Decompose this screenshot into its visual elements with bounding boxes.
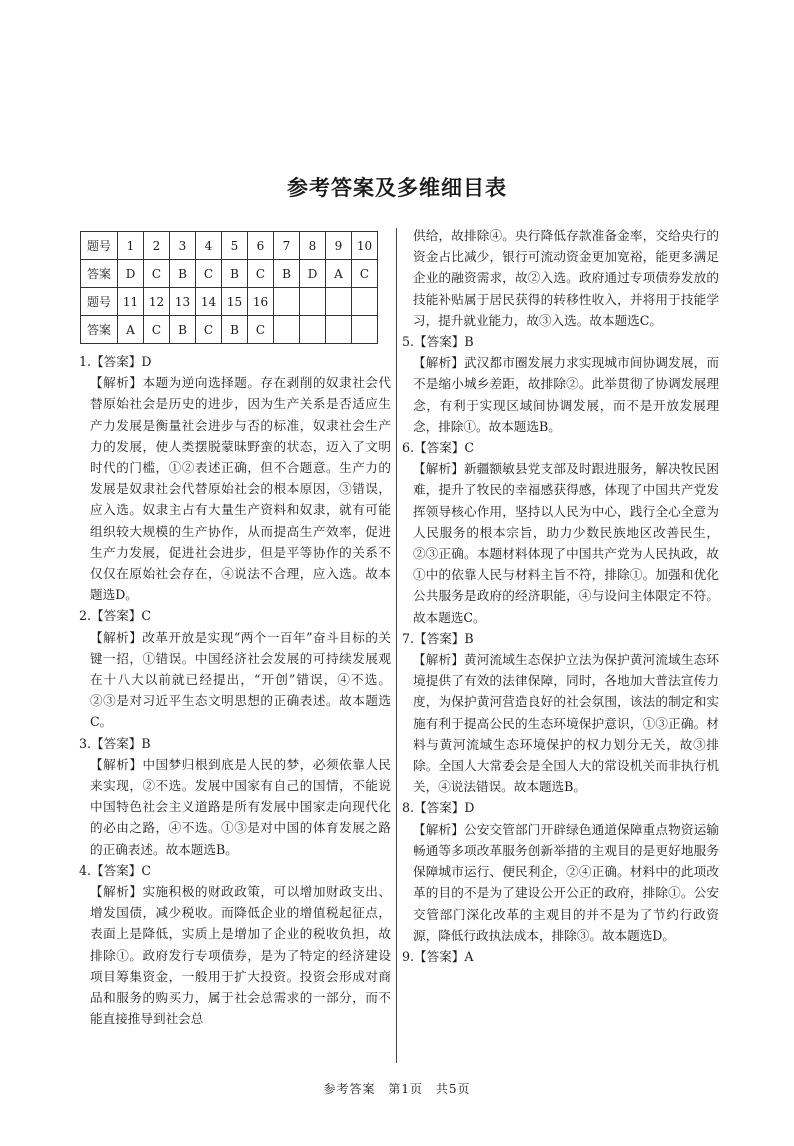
table-cell: A [326, 260, 352, 288]
table-cell: D [118, 260, 144, 288]
column-divider [396, 228, 397, 1063]
answer-heading: 5.【答案】B [402, 334, 474, 350]
answer-heading: 7.【答案】B [402, 630, 474, 646]
answer-explanation: 【解析】武汉都市圈发展力求实现城市间协调发展，而不是缩小城乡差距，故排除②。此举贯彻了协调发展理念，有利于实现区域间协调发展，而不是开放发展理念，排除①。故本题选B。 [413, 355, 719, 434]
table-row [81, 260, 378, 288]
answer-explanation: 【解析】实施积极的财政政策，可以增加财政支出、增发国债，减少税收。而降低企业的增值税起征点，表面上是降低，实质上是增加了企业的税收负担，故排除①。政府发行专项债券，是为了特定的经济建设项目筹集资金，一般用于扩大投资。投资会形成对商品和服务的购买力，属于社会总需求的一部分，而不能直接推导到社会总 [90, 884, 391, 1027]
table-cell: 题号 [81, 288, 118, 316]
answer-heading: 4.【答案】C [79, 862, 152, 878]
table-cell: C [352, 260, 378, 288]
table-cell: 15 [222, 288, 248, 316]
table-cell: B [222, 316, 248, 344]
table-cell: 8 [300, 232, 326, 260]
answer-explanation: 【解析】改革开放是实现“两个一百年”奋斗目标的关键一招，①错误。中国经济社会发展的可持续发展观在十八大以前就已经提出，“开创”错误，④不选。②③是对习近平生态文明思想的正确表述。故本题选C。 [90, 629, 391, 730]
table-cell [274, 316, 300, 344]
answer-explanation: 【解析】新疆额敏县党支部及时跟进服务，解决牧民困难，提升了牧民的幸福感获得感，体现了中国共产党发挥领导核心作用，坚持以人民为中心，践行全心全意为人民服务的根本宗旨，助力少数民族地区改善民生，②③正确。本题材料体现了中国共产党为人民执政，故①中的依靠人民与材料主旨不符，排除①。加强和优化公共服务是政府的经济职能，④与设问主体限定不符。故本题选C。 [413, 461, 719, 625]
table-cell: 4 [196, 232, 222, 260]
footer-total: 共5页 [435, 1082, 471, 1096]
table-cell: C [196, 316, 222, 344]
table-cell: 12 [144, 288, 170, 316]
table-cell [300, 316, 326, 344]
table-cell: 3 [170, 232, 196, 260]
table-cell: C [248, 260, 274, 288]
table-cell: C [144, 316, 170, 344]
table-cell: 1 [118, 232, 144, 260]
table-cell: 16 [248, 288, 274, 316]
table-cell: B [274, 260, 300, 288]
table-cell [300, 288, 326, 316]
table-cell: B [170, 316, 196, 344]
table-cell: 2 [144, 232, 170, 260]
table-cell [352, 288, 378, 316]
left-column [79, 351, 391, 1030]
table-cell [352, 316, 378, 344]
answer-heading: 8.【答案】D [402, 800, 475, 816]
footer-page: 第1页 [388, 1082, 423, 1096]
table-cell: 13 [170, 288, 196, 316]
table-cell [326, 316, 352, 344]
answer-heading: 1.【答案】D [79, 354, 152, 369]
answer-explanation: 【解析】公安交管部门开辟绿色通道保障重点物资运输畅通等多项改革服务创新举措的主观目的是更好地服务保障城市运行、便民利企，②④正确。材料中的此项改革的目的不是为了建设公开公正的政府，排除①。公安交管部门深化改革的主观目的并不是为了节约行政资源，降低行政执法成本，排除③。故本题选D。 [413, 821, 719, 943]
table-row [81, 288, 378, 316]
answer-heading: 2.【答案】C [79, 608, 152, 624]
answer-table [80, 231, 378, 344]
table-cell: 6 [248, 232, 274, 260]
table-cell: A [118, 316, 144, 344]
answer-explanation: 【解析】本题为逆向选择题。存在剥削的奴隶社会代替原始社会是历史的进步，因为生产关系是否适应生产力发展是衡量社会进步与否的标准，奴隶社会生产力的发展，使人类摆脱蒙昧野蛮的状态，迈入了文明时代的门槛，①②表述正确，但不合题意。生产力的发展是奴隶社会代替原始社会的根本原因，③错误，应入选。奴隶主占有大量生产资料和奴隶，就有可能组织较大规模的生产协作，从而提高生产效率，促进生产力发展，促进社会进步，但是平等协作的关系不仅仅在原始社会存在，④说法不合理，应入选。故本题选D。 [90, 375, 391, 603]
footer-label: 参考答案 [323, 1082, 376, 1096]
table-cell: 题号 [81, 232, 118, 260]
table-cell: 5 [222, 232, 248, 260]
table-cell: 14 [196, 288, 222, 316]
answer-heading: 3.【答案】B [79, 735, 151, 751]
table-cell [274, 288, 300, 316]
answer-explanation: 【解析】中国梦归根到底是人民的梦，必须依靠人民来实现，②不选。发展中国家有自己的国情，不能说中国特色社会主义道路是所有发展中国家走向现代化的必由之路，④不选。①③是对中国的体育发展之路的正确表述。故本题选B。 [90, 756, 391, 857]
table-cell: B [170, 260, 196, 288]
table-row [81, 232, 378, 260]
table-cell: C [144, 260, 170, 288]
answer-heading: 6.【答案】C [402, 440, 475, 456]
table-cell: B [222, 260, 248, 288]
table-cell: C [196, 260, 222, 288]
table-cell: 答案 [81, 316, 118, 344]
table-cell: 11 [118, 288, 144, 316]
right-column [402, 225, 719, 967]
table-row [81, 316, 378, 344]
page-footer [0, 1080, 794, 1097]
table-cell: 10 [352, 232, 378, 260]
answer-explanation: 【解析】黄河流域生态保护立法为保护黄河流域生态环境提供了有效的法律保障，同时，各地加大普法宣传力度，为保护黄河营造良好的社会氛围，该法的制定和实施有利于提高公民的生态环境保护意识，①③正确。材料与黄河流域生态环境保护的权力划分无关，故③排除。全国人大常委会是全国人大的常设机关而非执行机关，④说法错误。故本题选B。 [413, 652, 719, 795]
answer-explanation: 供给，故排除④。央行降低存款准备金率，交给央行的资金占比减少，银行可流动资金更加宽裕，能更多满足企业的融资需求，故②入选。政府通过专项债券发放的技能补贴属于居民获得的转移性收入，并将用于技能学习，提升就业能力，故③入选。故本题选C。 [413, 228, 719, 328]
answer-heading: 9.【答案】A [402, 948, 474, 964]
table-cell: D [300, 260, 326, 288]
table-cell: 9 [326, 232, 352, 260]
table-cell: 答案 [81, 260, 118, 288]
table-cell: C [248, 316, 274, 344]
table-cell: 7 [274, 232, 300, 260]
table-cell [326, 288, 352, 316]
page-title: 参考答案及多维细目表 [287, 176, 507, 200]
